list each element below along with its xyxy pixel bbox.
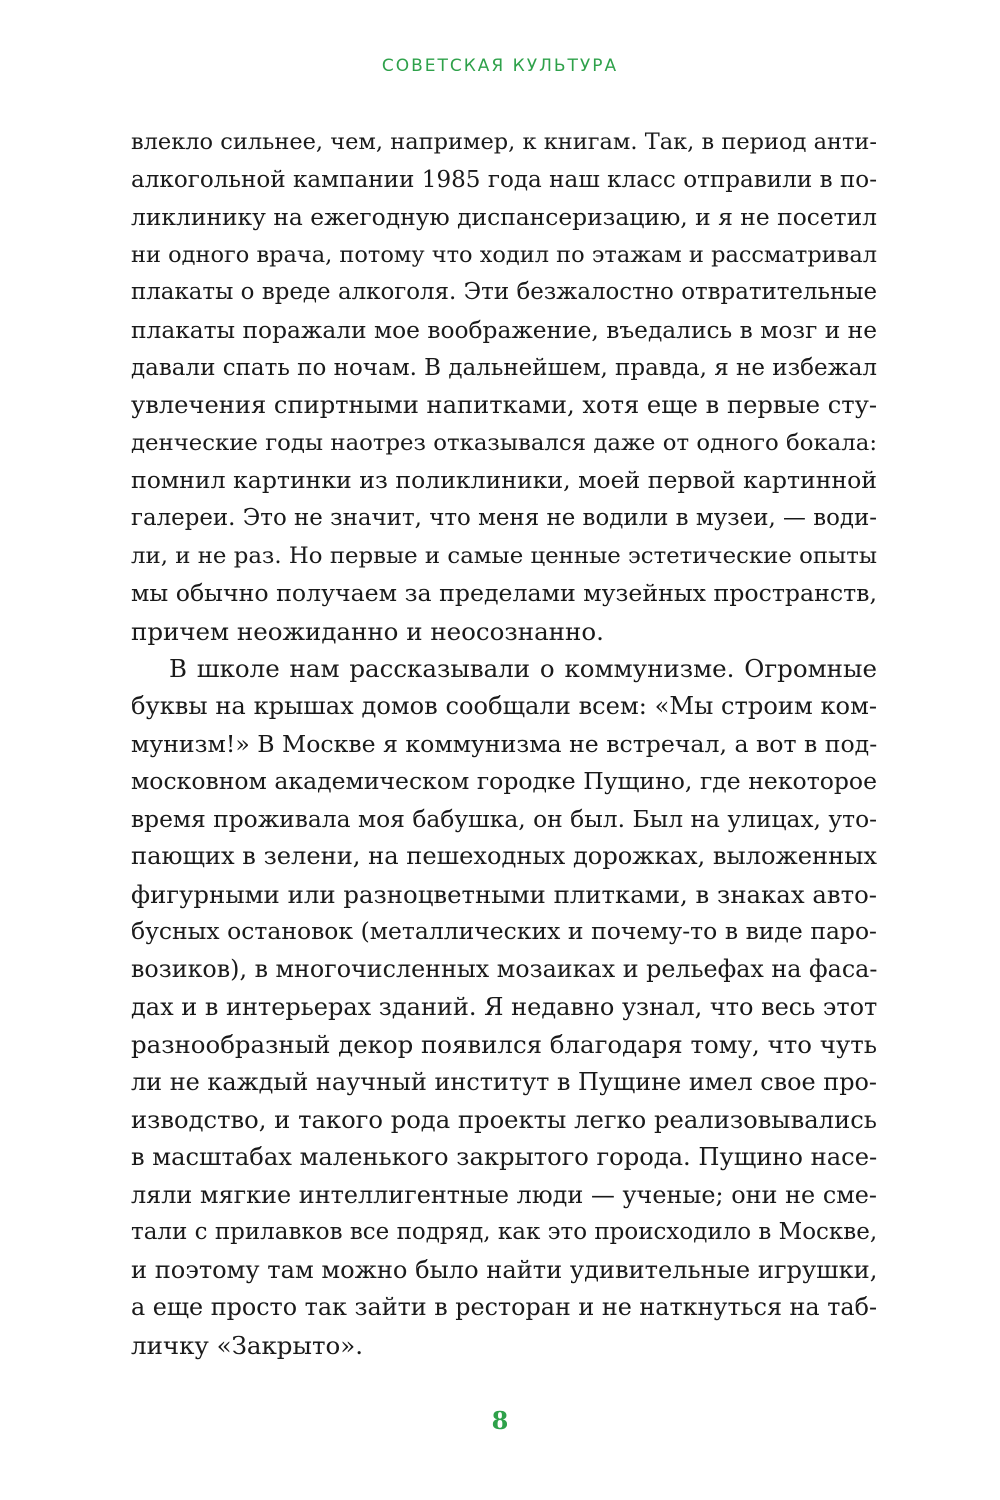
paragraph-1 (131, 124, 877, 650)
body-text (131, 124, 877, 1365)
text-line: возиков), в многочисленных мозаиках и рельефах на фаса- (131, 955, 878, 984)
paragraph-2 (131, 650, 877, 1364)
text-line: буквы на крышах домов сообщали всем: «Мы строим ком- (131, 691, 877, 720)
text-line: давали спать по ночам. В дальнейшем, правда, я не избежал (131, 354, 877, 381)
text-line: увлечения спиртными напитками, хотя еще в первые сту- (131, 391, 877, 420)
text-line: помнил картинки из поликлиники, моей первой картинной (131, 466, 877, 495)
text-line: а еще просто так зайти в ресторан и не наткнуться на таб- (131, 1293, 877, 1322)
text-line: ляли мягкие интеллигентные люди — ученые; они не сме- (131, 1180, 877, 1209)
text-line: личку «Закрыто». (131, 1331, 364, 1360)
running-head: СОВЕТСКАЯ КУЛЬТУРА (381, 56, 619, 76)
text-line: плакаты о вреде алкоголя. Эти безжалостно отвратительные (131, 279, 877, 306)
text-line: причем неожиданно и неосознанно. (131, 616, 604, 646)
text-line: влекло сильнее, чем, например, к книгам. Так, в период анти- (131, 129, 877, 155)
text-line: ликлинику на ежегодную диспансеризацию, и я не посетил (131, 203, 877, 232)
text-line: время проживала моя бабушка, он был. Был на улицах, уто- (131, 804, 877, 833)
text-line: фигурными или разноцветными плитками, в знаках авто- (131, 879, 877, 909)
page-number: 8 (491, 1406, 509, 1435)
text-line: плакаты поражали мое воображение, въедались в мозг и не (131, 316, 877, 344)
text-line: ли не каждый научный институт в Пущине имел свое про- (131, 1067, 877, 1096)
text-line: разнообразный декор появился благодаря тому, что чуть (131, 1030, 878, 1060)
text-line: алкогольной кампании 1985 года наш класс отправили в по- (131, 166, 877, 193)
text-line: ни одного врача, потому что ходил по этажам и рассматривал (131, 241, 877, 268)
text-line: В школе нам рассказывали о коммунизме. Огромные (169, 654, 877, 684)
text-line: тали с прилавков все подряд, как это происходило в Москве, (131, 1219, 878, 1246)
text-line: ли, и не раз. Но первые и самые ценные эстетические опыты (131, 542, 877, 569)
text-line: пающих в зелени, на пешеходных дорожках, выложенных (131, 842, 877, 871)
text-line: изводство, и такого рода проекты легко реализовывались (131, 1105, 877, 1135)
text-line: и поэтому там можно было найти удивительные игрушки, (131, 1255, 878, 1284)
text-line: мунизм!» В Москве я коммунизма не встречал, а вот в под- (131, 729, 878, 758)
text-line: денческие годы наотрез отказывался даже от одного бокала: (131, 429, 877, 456)
text-line: галереи. Это не значит, что меня не водили в музеи, — води- (131, 504, 877, 531)
text-line: московном академическом городке Пущино, где некоторое (131, 767, 877, 796)
text-line: бусных остановок (металлических и почему-то в виде паро- (131, 917, 877, 946)
text-line: в масштабах маленького закрытого города. Пущино насе- (131, 1143, 878, 1172)
text-line: дах и в интерьерах зданий. Я недавно узнал, что весь этот (131, 992, 878, 1021)
text-line: мы обычно получаем за пределами музейных пространств, (131, 579, 877, 608)
